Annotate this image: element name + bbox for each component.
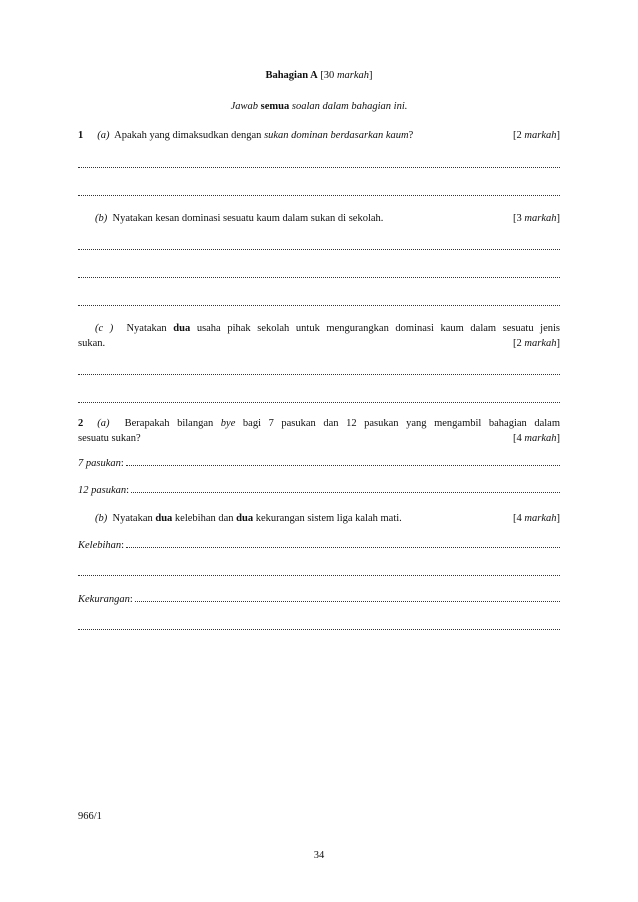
twelve-teams-label: 12 pasukan xyxy=(78,485,127,496)
q1-a-question: 1 (a) Apakah yang dimaksudkan dengan sukan dominan berdasarkan kaum? xyxy=(78,130,414,141)
paper-code: 966/1 xyxy=(78,811,102,822)
answer-line[interactable] xyxy=(78,277,560,278)
answer-line[interactable] xyxy=(78,167,560,168)
q2-a-marks: [4 markah] xyxy=(513,433,560,444)
answer-line[interactable] xyxy=(78,249,560,250)
section-title: Bahagian A [30 markah] xyxy=(265,70,373,81)
q2-a-question: 2 (a) Berapakah bilangan bye bagi 7 pasukan dan 12 pasukan yang mengambil bahagian dalam xyxy=(78,418,560,429)
seven-teams-label: 7 pasukan xyxy=(78,458,121,469)
q1-c-marks: [2 markah] xyxy=(513,338,560,349)
q1-b-question: (b) Nyatakan kesan dominasi sesuatu kaum dalam sukan di sekolah. xyxy=(95,213,384,224)
advantages-label: Kelebihan xyxy=(78,540,122,551)
disadvantages-label: Kekurangan xyxy=(78,594,130,605)
answer-line[interactable] xyxy=(78,305,560,306)
answer-line[interactable] xyxy=(78,374,560,375)
q2-b-question: (b) Nyatakan dua kelebihan dan dua kekurangan sistem liga kalah mati. xyxy=(95,513,402,524)
q2-a-question-line2: sesuatu sukan? xyxy=(78,433,141,444)
disadvantages-answer-field[interactable]: Kekurangan : xyxy=(78,594,560,605)
answer-line[interactable] xyxy=(78,402,560,403)
q1-c-question-line2: sukan. xyxy=(78,338,106,349)
section-instruction: Jawab semua soalan dalam bahagian ini. xyxy=(230,101,408,112)
page-number: 34 xyxy=(313,850,325,861)
q2-b-marks: [4 markah] xyxy=(513,513,560,524)
seven-teams-answer-field[interactable]: 7 pasukan : xyxy=(78,458,560,469)
answer-line[interactable] xyxy=(78,629,560,630)
twelve-teams-answer-field[interactable]: 12 pasukan : xyxy=(78,485,560,496)
q1-a-marks: [2 markah] xyxy=(513,130,560,141)
advantages-answer-field[interactable]: Kelebihan : xyxy=(78,540,560,551)
q1-c-question: (c ) Nyatakan dua usaha pihak sekolah untuk mengurangkan dominasi kaum dalam sesuatu jenis xyxy=(95,323,561,334)
q1-b-marks: [3 markah] xyxy=(513,213,560,224)
answer-line[interactable] xyxy=(78,195,560,196)
answer-line[interactable] xyxy=(78,575,560,576)
